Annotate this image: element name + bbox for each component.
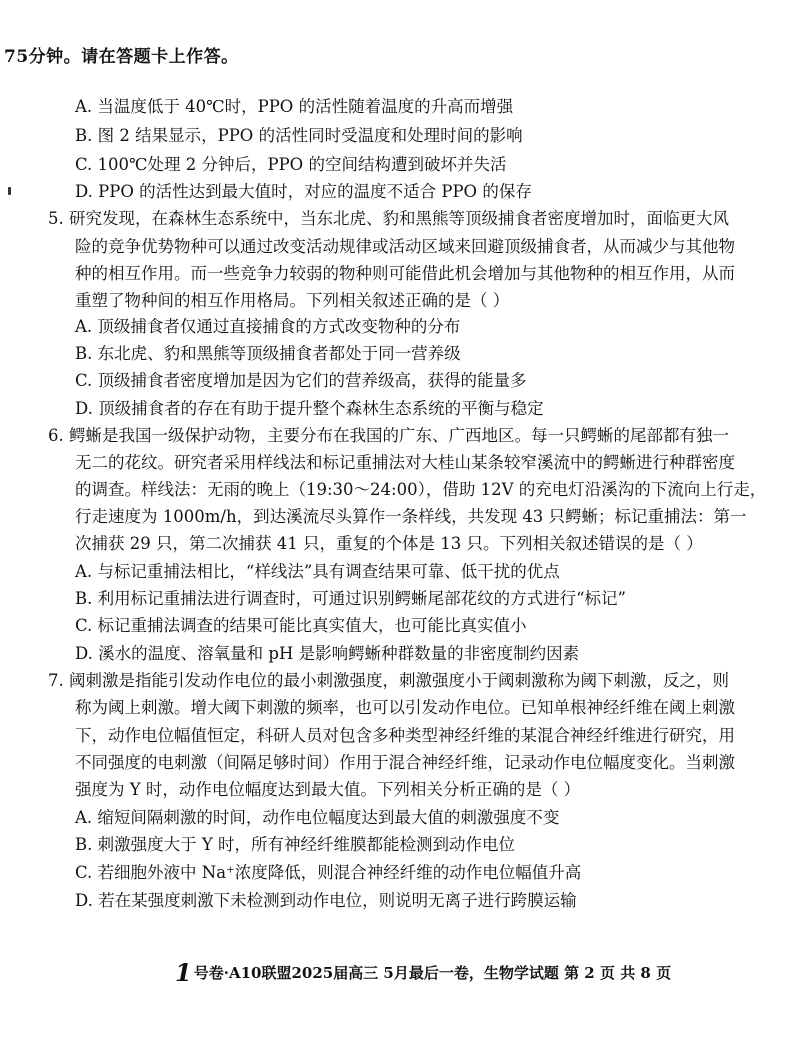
q6-stem-line-3: 的调查。样线法：无雨的晚上（19:30～24:00），借助 12V 的充电灯沿溪沟的下流向上行走，: [75, 480, 767, 499]
q5-option-b: B. 东北虎、豹和黑熊等顶级捕食者都处于同一营养级: [75, 344, 461, 363]
brand-logo: 1: [175, 958, 192, 987]
q5-option-d: D. 顶级捕食者的存在有助于提升整个森林生态系统的平衡与稳定: [75, 399, 544, 418]
exam-time-note: 75分钟。请在答题卡上作答。: [4, 47, 239, 67]
margin-mark: [8, 187, 11, 195]
page-footer: [175, 958, 671, 987]
q6-stem-line-2: 无二的花纹。研究者采用样线法和标记重捕法对大桂山某条较窄溪流中的鳄蜥进行种群密度: [75, 453, 735, 472]
brand-logo-text: 号卷: [193, 964, 224, 982]
q6-option-b: B. 利用标记重捕法进行调查时，可通过识别鳄蜥尾部花纹的方式进行“标记”: [75, 589, 626, 608]
q6-option-c: C. 标记重捕法调查的结果可能比真实值大，也可能比真实值小: [75, 616, 527, 635]
q5-option-a: A. 顶级捕食者仅通过直接捕食的方式改变物种的分布: [75, 317, 461, 336]
q6-stem-line-4: 行走速度为 1000m/h，到达溪流尽头算作一条样线，共发现 43 只鳄蜥；标记重捕法：第一: [75, 507, 747, 526]
q7-stem-line-2: 称为阈上刺激。增大阈下刺激的频率，也可以引发动作电位。已知单根神经纤维在阈上刺激: [75, 698, 735, 717]
q7-stem-line-4: 不同强度的电刺激（间隔足够时间）作用于混合神经纤维，记录动作电位幅度变化。当刺激: [75, 753, 735, 772]
q5-option-c: C. 顶级捕食者密度增加是因为它们的营养级高，获得的能量多: [75, 371, 527, 390]
q7-option-c: C. 若细胞外液中 Na⁺浓度降低，则混合神经纤维的动作电位幅值升高: [75, 863, 582, 882]
q7-option-b: B. 刺激强度大于 Y 时，所有神经纤维膜都能检测到动作电位: [75, 835, 515, 854]
q6-option-d: D. 溪水的温度、溶氧量和 pH 是影响鳄蜥种群数量的非密度制约因素: [75, 644, 580, 663]
q4-option-a: A. 当温度低于 40℃时，PPO 的活性随着温度的升高而增强: [75, 97, 514, 116]
q4-option-b: B. 图 2 结果显示，PPO 的活性同时受温度和处理时间的影响: [75, 126, 523, 145]
q5-stem-line-4: 重塑了物种间的相互作用格局。下列相关叙述正确的是（ ）: [75, 291, 510, 310]
q5-stem-line-3: 种的相互作用。而一些竞争力较弱的物种则可能借此机会增加与其他物种的相互作用，从而: [75, 264, 735, 283]
q5-stem-line-1: 5. 研究发现，在森林生态系统中，当东北虎、豹和黑熊等顶级捕食者密度增加时，面临更大风: [48, 209, 729, 228]
q7-stem-line-3: 下，动作电位幅值恒定，科研人员对包含多种类型神经纤维的某混合神经纤维进行研究，用: [75, 726, 735, 745]
q7-option-d: D. 若在某强度刺激下未检测到动作电位，则说明无离子进行跨膜运输: [75, 891, 577, 910]
q6-stem-line-5: 次捕获 29 只，第二次捕获 41 只，重复的个体是 13 只。下列相关叙述错误的是（ ）: [75, 534, 703, 553]
q6-option-a: A. 与标记重捕法相比，“样线法”具有调查结果可靠、低干扰的优点: [75, 562, 560, 581]
q7-option-a: A. 缩短间隔刺激的时间，动作电位幅度达到最大值的刺激强度不变: [75, 808, 560, 827]
q7-stem-line-1: 7. 阈刺激是指能引发动作电位的最小刺激强度，刺激强度小于阈刺激称为阈下刺激，反之，则: [48, 671, 729, 690]
q4-option-d: D. PPO 的活性达到最大值时，对应的温度不适合 PPO 的保存: [75, 182, 532, 201]
q4-option-c: C. 100℃处理 2 分钟后，PPO 的空间结构遭到破坏并失活: [75, 155, 507, 174]
q5-stem-line-2: 险的竞争优势物种可以通过改变活动规律或活动区域来回避顶级捕食者，从而减少与其他物: [75, 237, 735, 256]
q7-stem-line-5: 强度为 Y 时，动作电位幅度达到最大值。下列相关分析正确的是（ ）: [75, 780, 581, 799]
q6-stem-line-1: 6. 鳄蜥是我国一级保护动物，主要分布在我国的广东、广西地区。每一只鳄蜥的尾部都有独一: [48, 426, 729, 445]
footer-text: ·A10联盟2025届高三 5月最后一卷，生物学试题 第 2 页 共 8 页: [223, 964, 672, 982]
